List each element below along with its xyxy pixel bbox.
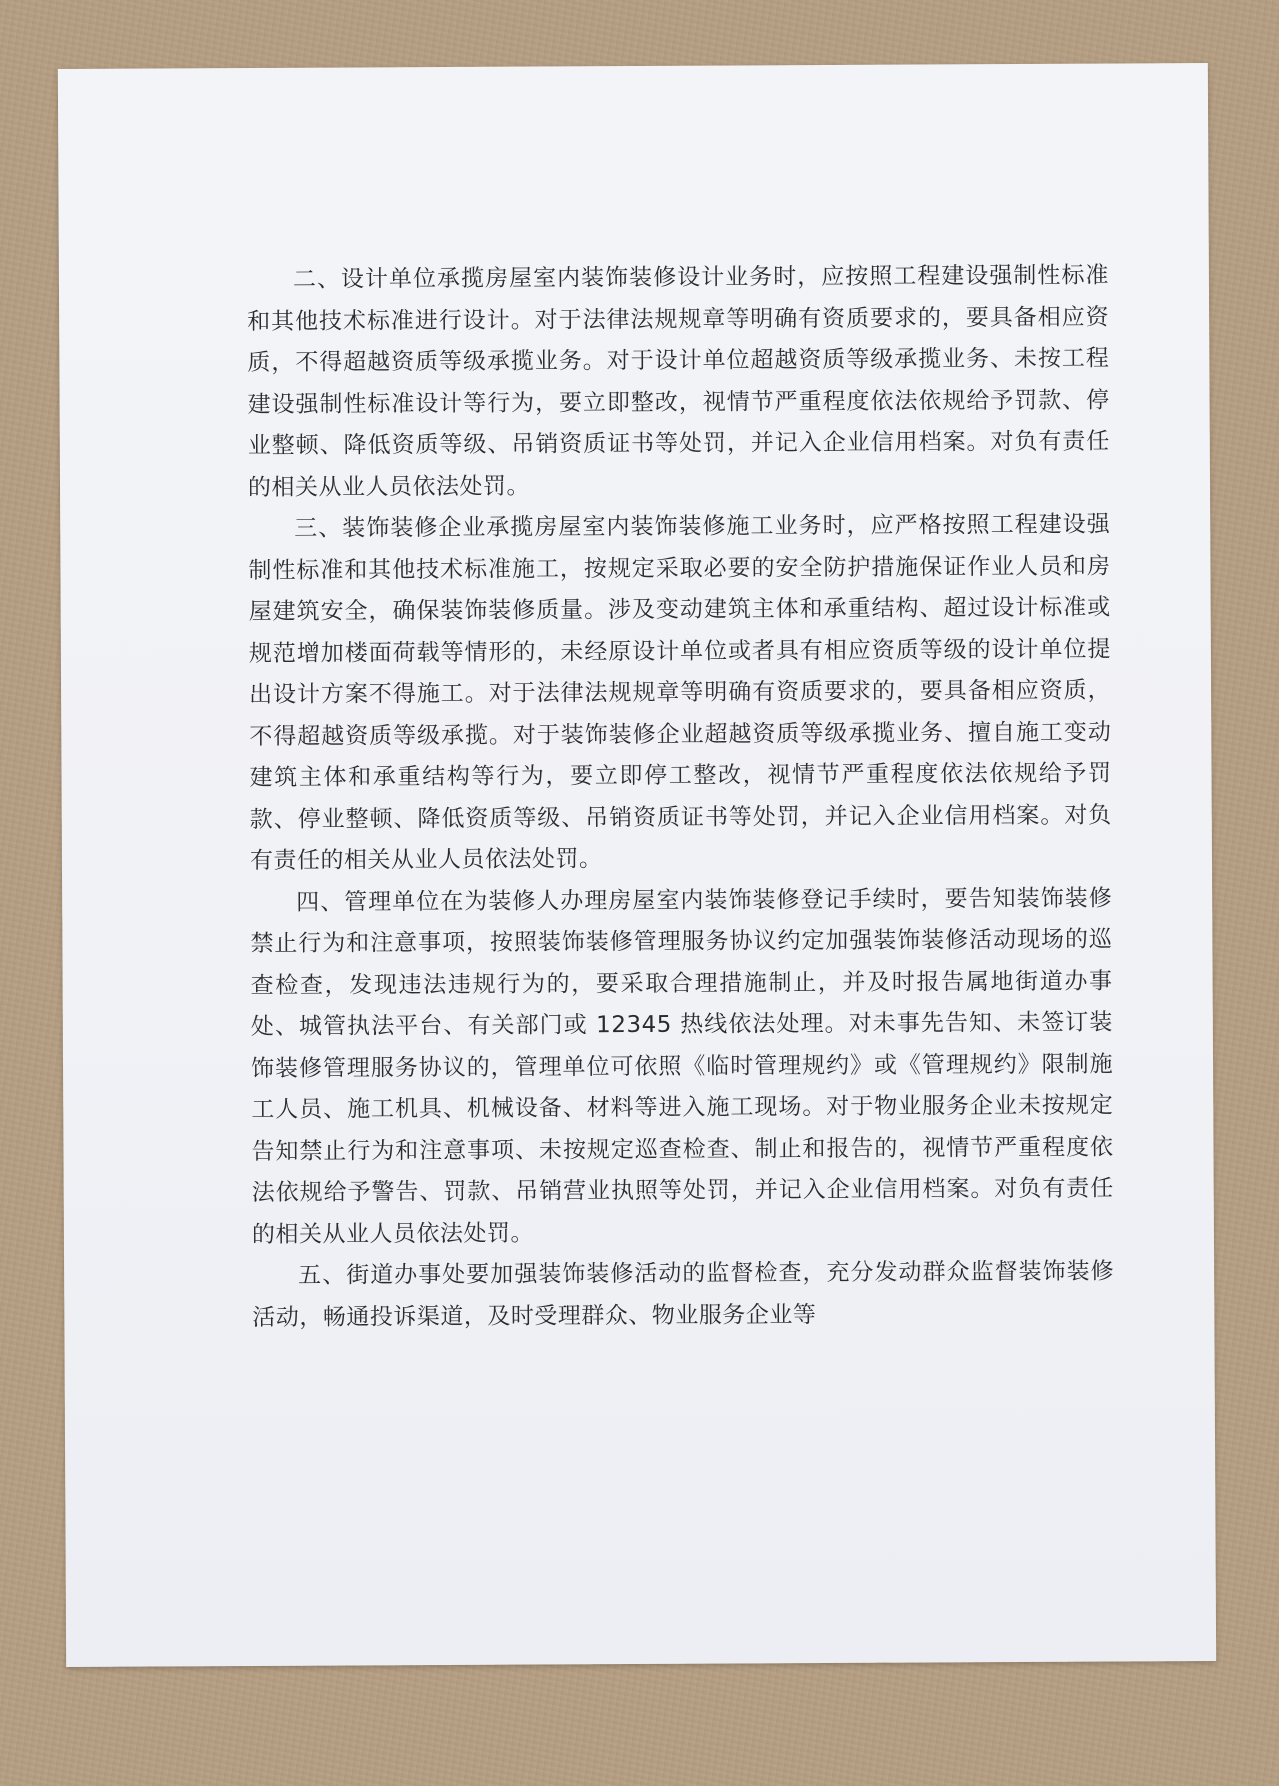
paragraph-5-street-offices: 五、街道办事处要加强装饰装修活动的监督检查，充分发动群众监督装饰装修活动，畅通投诉渠道，及时受理群众、物业服务企业等 (252, 1258, 1115, 1331)
document-body (247, 256, 1115, 1339)
paper-sheet (58, 63, 1216, 1667)
paragraph-4-management-units: 四、管理单位在为装修人办理房屋室内装饰装修登记手续时，要告知装饰装修禁止行为和注意事项，按照装饰装修管理服务协议约定加强装饰装修活动现场的巡查检查，发现违法违规行为的，要采取合理措施制止，并及时报告属地街道办事处、城管执法平台、有关部门或 12345 热线依法处理。对未事先告知、未签订装饰装修管理服务协议的，管理单位可依照《临时管理规约》或《管理规约》限制施工人员、施工机具、机械设备、材料等进入施工现场。对于物业服务企业未按规定告知禁止行为和注意事项、未按规定巡查检查、制止和报告的，视情节严重程度依法依规给予警告、罚款、吊销营业执照等处罚，并记入企业信用档案。对负有责任的相关从业人员依法处罚。 (250, 885, 1114, 1248)
paragraph-3-decoration-enterprises: 三、装饰装修企业承揽房屋室内装饰装修施工业务时，应严格按照工程建设强制性标准和其他技术标准施工，按规定采取必要的安全防护措施保证作业人员和房屋建筑安全，确保装饰装修质量。涉及变动建筑主体和承重结构、超过设计标准或规范增加楼面荷载等情形的，未经原设计单位或者具有相应资质等级的设计单位提出设计方案不得施工。对于法律法规规章等明确有资质要求的，要具备相应资质，不得超越资质等级承揽。对于装饰装修企业超越资质等级承揽业务、擅自施工变动建筑主体和承重结构等行为，要立即停工整改，视情节严重程度依法依规给予罚款、停业整顿、降低资质等级、吊销资质证书等处罚，并记入企业信用档案。对负有责任的相关从业人员依法处罚。 (248, 511, 1112, 875)
paragraph-2-design-units: 二、设计单位承揽房屋室内装饰装修设计业务时，应按照工程建设强制性标准和其他技术标准进行设计。对于法律法规规章等明确有资质要求的，要具备相应资质，不得超越资质等级承揽业务。对于设计单位超越资质等级承揽业务、未按工程建设强制性标准设计等行为，要立即整改，视情节严重程度依法依规给予罚款、停业整顿、降低资质等级、吊销资质证书等处罚，并记入企业信用档案。对负有责任的相关从业人员依法处罚。 (247, 262, 1110, 501)
